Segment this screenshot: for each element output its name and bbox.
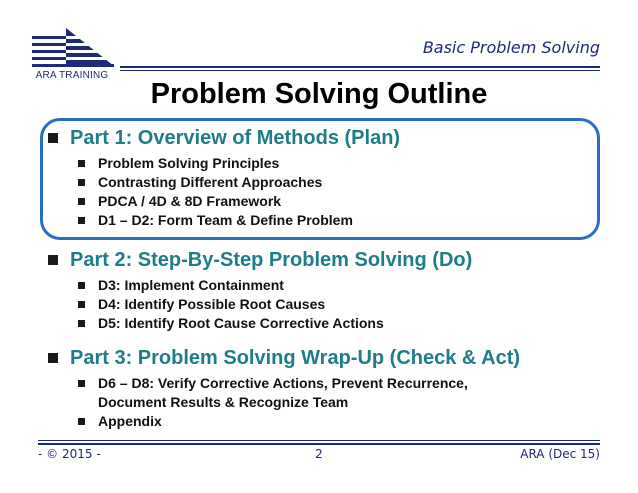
footer-divider-thick: [38, 443, 600, 445]
section-part-2: [48, 246, 618, 333]
header-divider-thin: [120, 70, 600, 71]
list-item: D6 – D8: Verify Corrective Actions, Prevent Recurrence, Document Results & Recognize Team: [78, 374, 518, 412]
footer-divider: [38, 440, 600, 441]
bullet-square-icon: [78, 160, 85, 167]
bullet-square-icon: [48, 133, 58, 143]
list-item: D5: Identify Root Cause Corrective Actions: [78, 314, 618, 333]
ara-logo: [26, 26, 118, 86]
triangle-stripes-icon: [26, 26, 118, 70]
section-title: Part 1: Overview of Methods (Plan): [70, 126, 401, 149]
bullet-square-icon: [78, 418, 85, 425]
bullet-square-icon: [48, 255, 58, 265]
bullet-square-icon: [78, 198, 85, 205]
bullet-square-icon: [48, 353, 58, 363]
section-title: Part 3: Problem Solving Wrap-Up (Check & Act): [70, 346, 521, 369]
slide-title: Problem Solving Outline: [150, 78, 488, 110]
deck-subtitle: Basic Problem Solving: [422, 38, 600, 57]
logo-text: ARA TRAINING: [35, 70, 109, 81]
list-item: D3: Implement Containment: [78, 276, 618, 295]
bullet-square-icon: [78, 320, 85, 327]
list-item: D1 – D2: Form Team & Define Problem: [78, 211, 618, 230]
bullet-square-icon: [78, 282, 85, 289]
bullet-square-icon: [78, 179, 85, 186]
list-item: Problem Solving Principles: [78, 154, 618, 173]
page-number: 2: [315, 447, 323, 461]
section-part-1: [48, 124, 618, 230]
list-item: PDCA / 4D & 8D Framework: [78, 192, 618, 211]
list-item: D4: Identify Possible Root Causes: [78, 295, 618, 314]
footer-version: ARA (Dec 15): [520, 447, 600, 461]
section-part-3: [48, 344, 618, 431]
list-item: Appendix: [78, 412, 618, 431]
footer-copyright: - © 2015 -: [38, 447, 101, 461]
bullet-square-icon: [78, 380, 85, 387]
bullet-square-icon: [78, 301, 85, 308]
header-divider: [120, 66, 600, 68]
bullet-square-icon: [78, 217, 85, 224]
list-item: Contrasting Different Approaches: [78, 173, 618, 192]
section-title: Part 2: Step-By-Step Problem Solving (Do): [70, 248, 473, 271]
